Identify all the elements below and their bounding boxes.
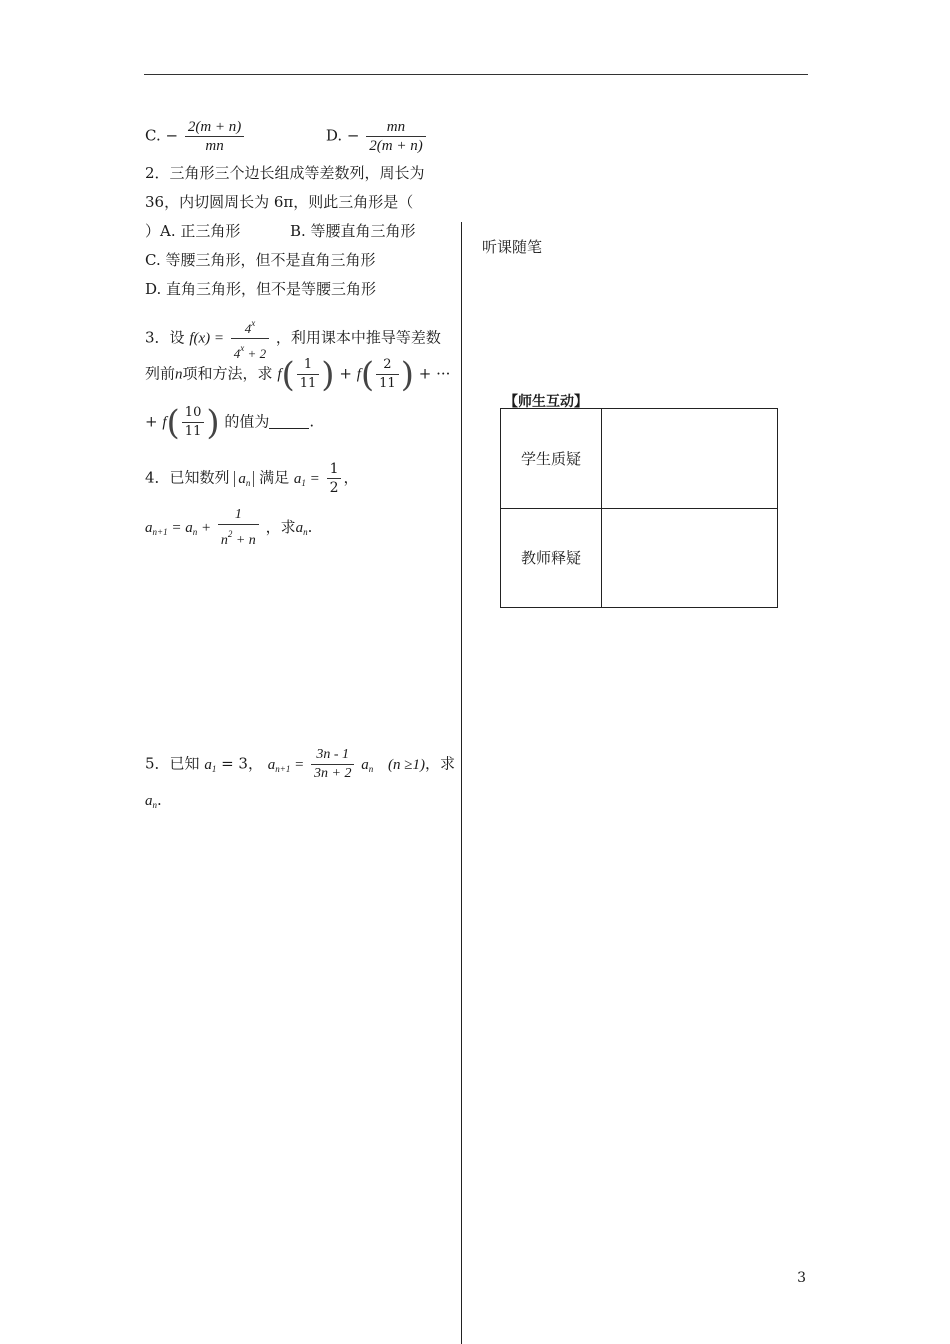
table-row: [501, 508, 778, 608]
q5-fraction: $\frac{3n - 1}{3n + 2}$: [311, 746, 354, 783]
student-question-cell[interactable]: [602, 409, 778, 509]
column-divider: [461, 222, 462, 1344]
q3-fraction: $\frac{4^x}{4^x + 2}$: [231, 314, 269, 363]
q3-line-1: 3．设 f(x) = $\frac{4^x}{4^x + 2}$ ，利用课本中推导等差数: [145, 314, 441, 363]
q4-sequence: $a_n$: [234, 471, 254, 487]
option-d-fraction: $\frac{mn}{2(m + n)}$: [366, 118, 425, 155]
q3-line-2: 列前n项和方法，求 f( $\frac{1}{11}$ ) + f( $\frac{2}{11}$ ) + ···: [145, 354, 451, 395]
teacher-answer-cell[interactable]: [602, 508, 778, 608]
header-rule: [144, 74, 808, 75]
page-number: 3: [797, 1270, 806, 1286]
q2-option-c: C. 等腰三角形，但不是直角三角形: [145, 251, 376, 269]
interaction-title: 【师生互动】: [504, 394, 588, 410]
q4-line-2: $a_{n+1} = a_n$ + $\frac{1}{n^2 + n}$ ，求$a_n$.: [145, 507, 313, 548]
option-d-label: D.: [325, 126, 343, 145]
table-row: [501, 409, 778, 509]
interaction-table: [500, 408, 778, 608]
student-question-label: 学生质疑: [501, 409, 602, 509]
q3-function: f(x) =: [189, 330, 225, 347]
q3-line-3: + f( $\frac{10}{11}$ ) 的值为 .: [145, 402, 315, 443]
q3-fraction-1-11: $\frac{1}{11}$: [297, 356, 320, 393]
option-c-fraction: $\frac{2(m + n)}{mn}$: [185, 118, 244, 155]
q2-option-d: D. 直角三角形，但不是等腰三角形: [145, 280, 377, 298]
option-a: ）A. 正三角形: [145, 222, 241, 240]
q4-line-1: 4．已知数列 $a_n$ 满足 $a_1$ = $\frac{1}{2}$ ，: [145, 461, 359, 496]
q4-fraction: $\frac{1}{n^2 + n}$: [218, 506, 259, 550]
q4-half: $\frac{1}{2}$: [327, 460, 342, 497]
option-b: B. 等腰直角三角形: [289, 222, 416, 240]
q3-fraction-10-11: $\frac{10}{11}$: [182, 404, 205, 441]
answer-blank[interactable]: [269, 414, 309, 429]
q5-line-2: $a_n$.: [145, 791, 162, 810]
q2-line-3: [145, 221, 416, 241]
q5-line-1: 5．已知 $a_1 = 3$， $a_{n+1}$ = $\frac{3n - 1}{3n + 2}$ $a_n$ (n ≥1)，求: [145, 747, 456, 781]
q1-options: C. − $\frac{2(m + n)}{mn}$ D. − $\frac{mn}{2(m + n)}$: [145, 118, 428, 155]
option-c-label: C.: [145, 126, 161, 145]
q5-condition: (n ≥1): [388, 756, 425, 773]
q2-line-1: 2．三角形三个边长组成等差数列，周长为: [145, 164, 425, 182]
q2-line-2: 36，内切圆周长为 6π，则此三角形是（: [145, 193, 414, 211]
q3-fraction-2-11: $\frac{2}{11}$: [376, 356, 399, 393]
teacher-answer-label: 教师释疑: [501, 508, 602, 608]
notes-label: 听课随笔: [482, 238, 543, 256]
q4-recurrence: $a_{n+1} = a_n$ +: [145, 520, 212, 537]
